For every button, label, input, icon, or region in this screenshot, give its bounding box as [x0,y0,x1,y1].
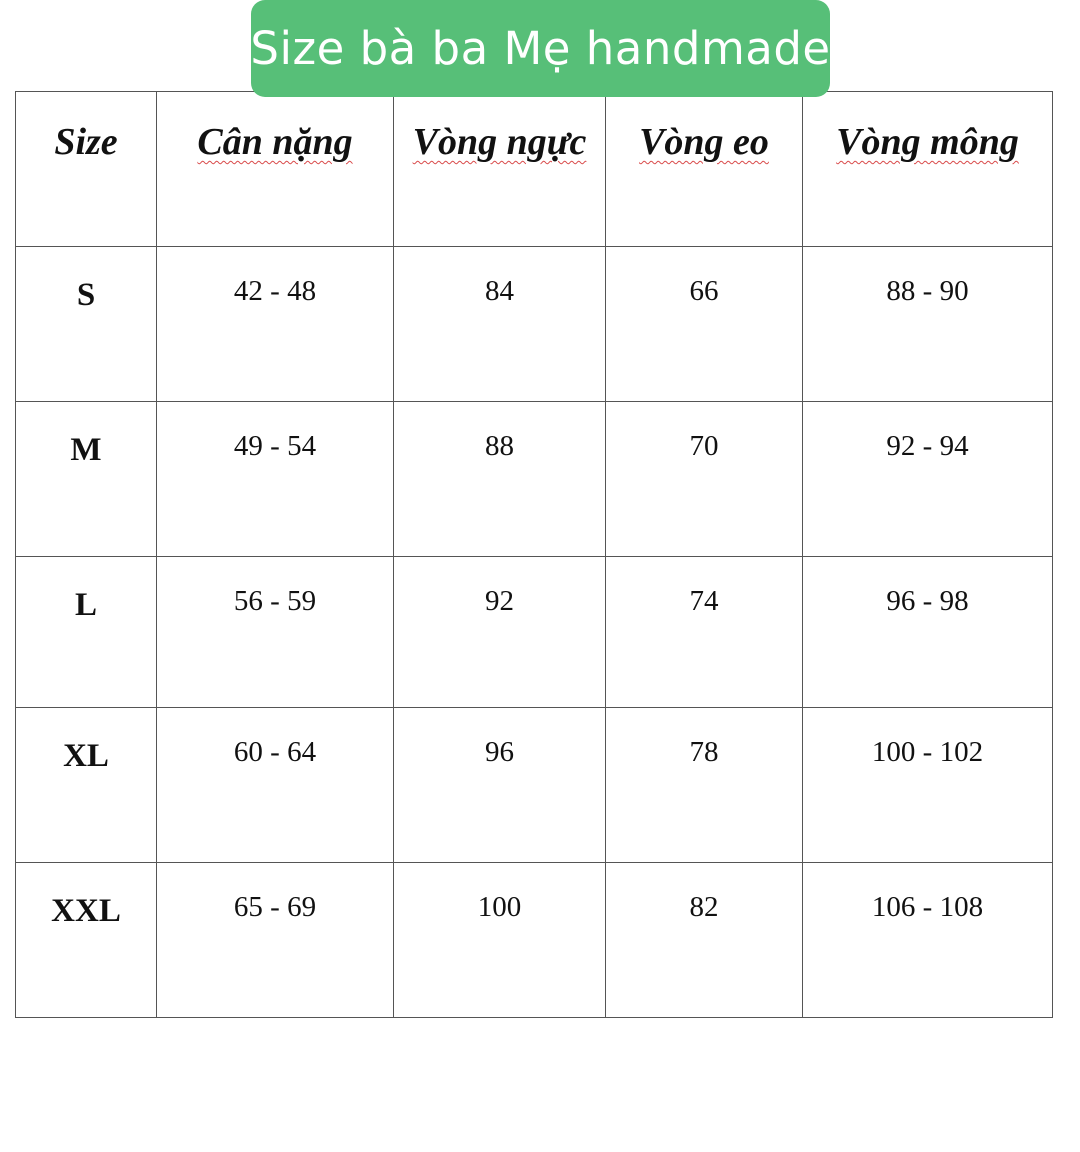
size-label-cell: XXL [16,863,157,1018]
hip-cell: 92 - 94 [803,402,1053,557]
size-label-cell: S [16,247,157,402]
waist-cell: 74 [606,557,803,708]
bust-cell: 88 [394,402,606,557]
bust-cell: 100 [394,863,606,1018]
column-header-waist: Vòng eo [606,92,803,247]
column-header-size: Size [16,92,157,247]
size-chart-table [15,91,1053,1018]
hip-cell: 88 - 90 [803,247,1053,402]
weight-cell: 65 - 69 [157,863,394,1018]
bust-cell: 84 [394,247,606,402]
table-header-row [16,92,1053,247]
weight-cell: 60 - 64 [157,708,394,863]
weight-cell: 42 - 48 [157,247,394,402]
waist-cell: 78 [606,708,803,863]
waist-cell: 66 [606,247,803,402]
size-label-cell: M [16,402,157,557]
table-row [16,247,1053,402]
table-row [16,402,1053,557]
page-title: Size bà ba Mẹ handmade [250,22,831,75]
waist-cell: 82 [606,863,803,1018]
bust-cell: 92 [394,557,606,708]
size-label-cell: L [16,557,157,708]
table-row [16,557,1053,708]
waist-cell: 70 [606,402,803,557]
hip-cell: 96 - 98 [803,557,1053,708]
title-banner [251,0,830,97]
weight-cell: 49 - 54 [157,402,394,557]
bust-cell: 96 [394,708,606,863]
hip-cell: 106 - 108 [803,863,1053,1018]
column-header-hip: Vòng mông [803,92,1053,247]
table-row [16,708,1053,863]
weight-cell: 56 - 59 [157,557,394,708]
table-row [16,863,1053,1018]
size-label-cell: XL [16,708,157,863]
column-header-weight: Cân nặng [157,92,394,247]
hip-cell: 100 - 102 [803,708,1053,863]
column-header-bust: Vòng ngực [394,92,606,247]
